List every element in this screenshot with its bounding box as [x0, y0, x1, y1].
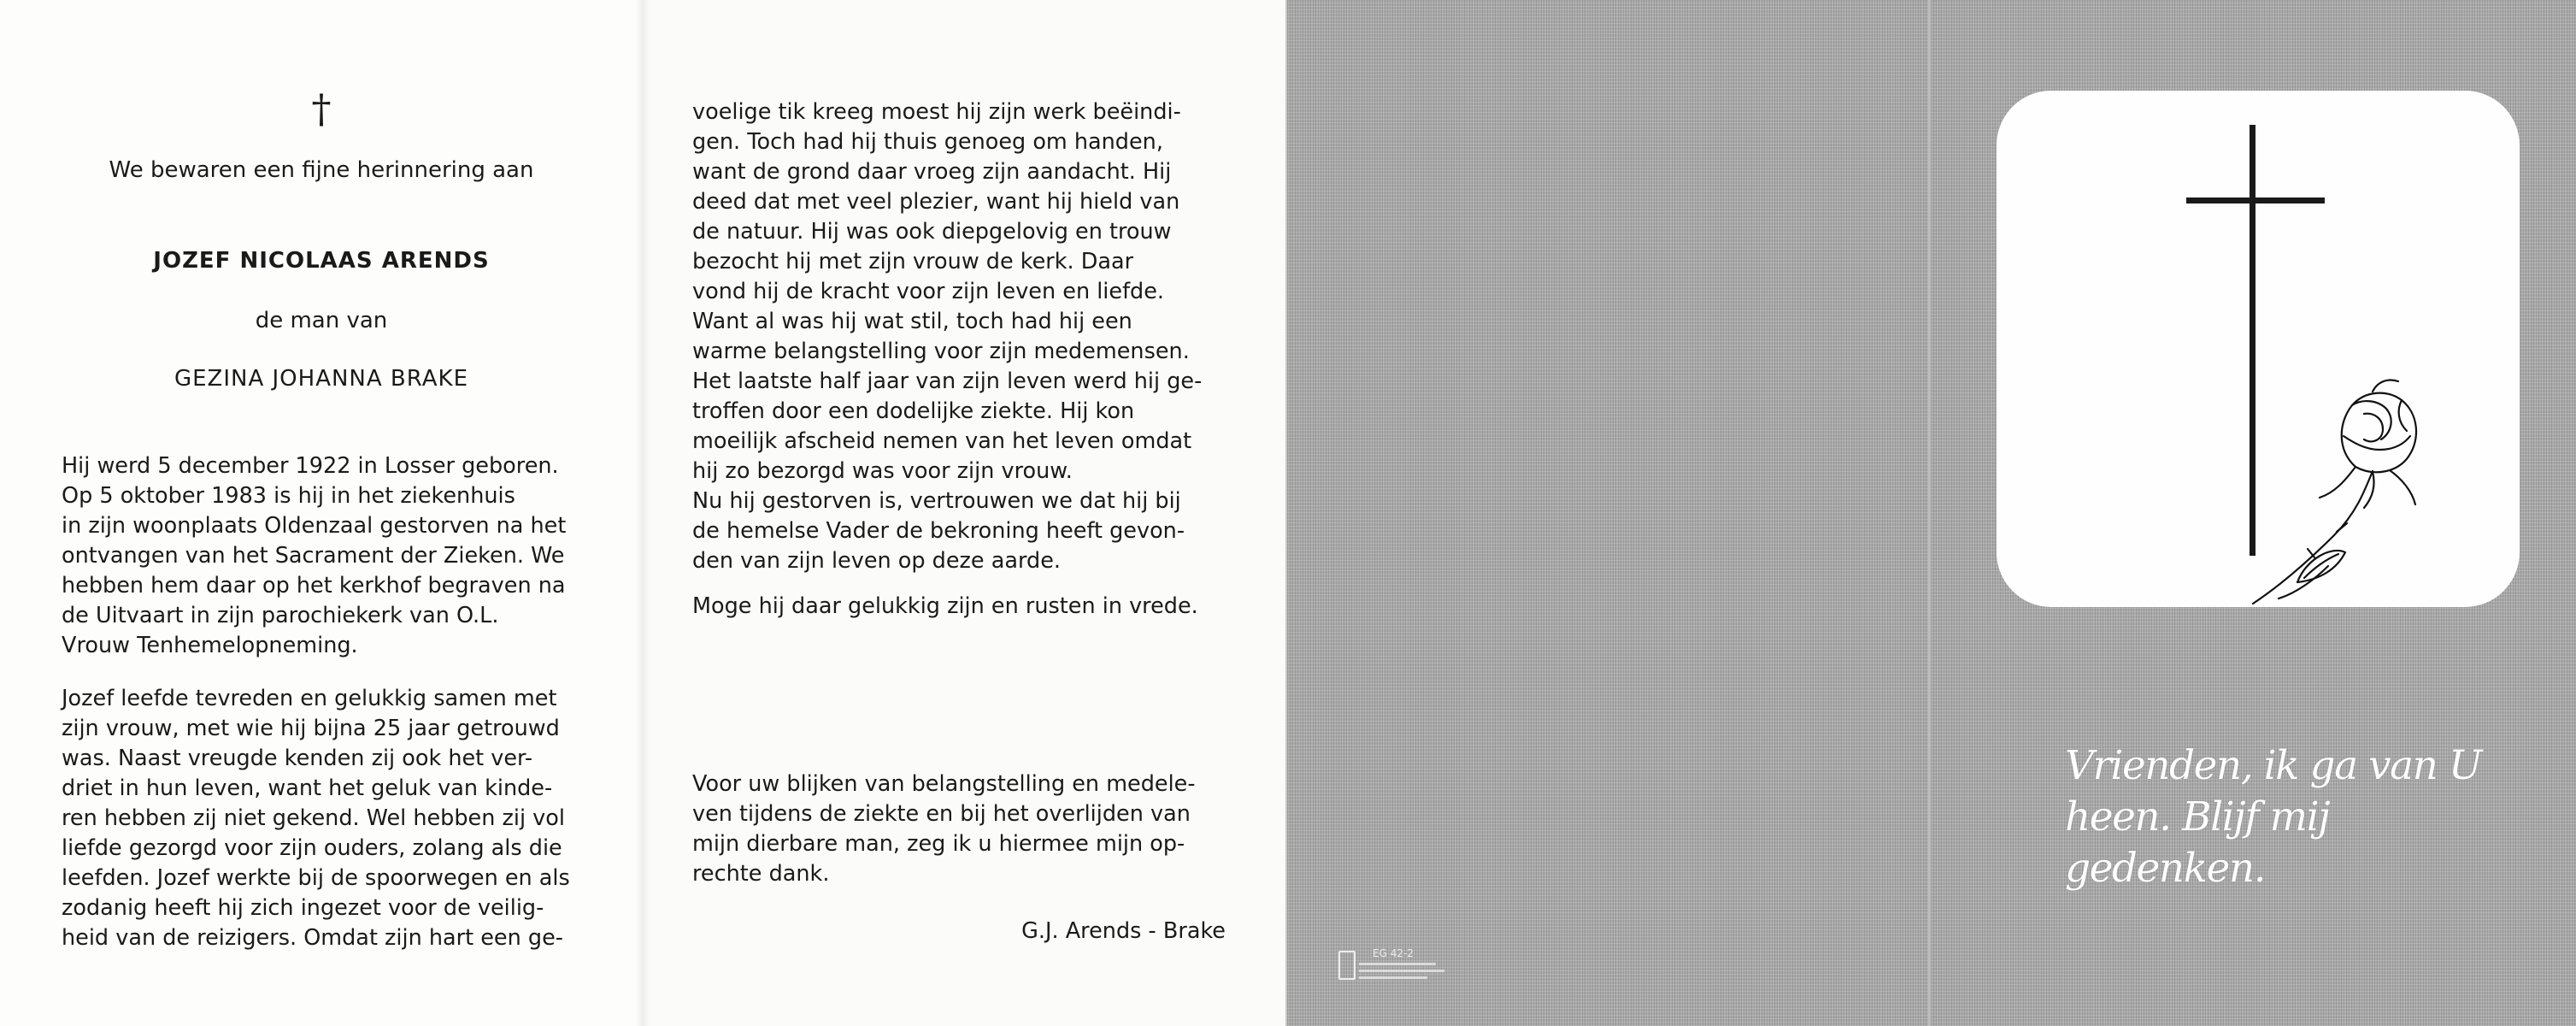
- cross-panel: [1997, 91, 2520, 607]
- signature: G.J. Arends - Brake: [1021, 918, 1226, 944]
- cross-symbol: †: [311, 86, 332, 132]
- cross-with-rose-illustration: [1997, 91, 2520, 607]
- intro-line: We bewaren een fijne herinnering aan: [109, 157, 534, 183]
- spouse-name: GEZINA JOHANNA BRAKE: [173, 366, 469, 392]
- publisher-code: EG 42-2: [1373, 947, 1414, 959]
- center-fold: [636, 0, 650, 1026]
- publisher-logo-icon: [1338, 951, 1356, 980]
- cover-quote: Vrienden, ik ga van U heen. Blijf mij gedenken.: [2065, 742, 2481, 892]
- publisher-line: [1359, 970, 1444, 972]
- publisher-line: [1359, 963, 1436, 965]
- biography-paragraph-2: Jozef leefde tevreden en gelukkig samen met zijn vrouw, met wie hij bijna 25 jaar getrouwd was. Naast vreugde kenden zij ook het ver- driet in hun leven, want het geluk van kinde- ren hebben zij niet gekend. Wel hebben zij vol liefde gezorgd voor zijn ouders, zolang als die leefden. Jozef werkte bij de spoorwegen en als zodanig heeft hij zich ingezet voor de veilig- heid van de reizigers. Omdat zijn hart een ge-: [62, 686, 570, 951]
- publisher-line: [1359, 976, 1427, 979]
- thanks-paragraph: Voor uw blijken van belangstelling en medele- ven tijdens de ziekte en bij het overlijden van mijn dierbare man, zeg ik u hiermee mijn op- rechte dank.: [692, 771, 1196, 887]
- biography-paragraph-3: voelige tik kreeg moest hij zijn werk beëindi- gen. Toch had hij thuis genoeg om handen, want de grond daar vroeg zijn aandacht. Hij deed dat met veel plezier, want hij hield van de natuur. Hij was ook diepgelovig en trouw bezocht hij met zijn vrouw de kerk. Daar vond hij de kracht voor zijn leven en liefde. Want al was hij wat stil, toch had hij een warme belangstelling voor zijn medemensen. Het laatste half jaar van zijn leven werd hij ge- troffen door een dodelijke ziekte. Hij kon moeilijk afscheid nemen van het leven omdat hij zo bezorgd was voor zijn vrouw. Nu hij gestorven is, vertrouwen we dat hij bij de hemelse Vader de bekroning heeft gevon- den van zijn leven op deze aarde.: [692, 99, 1203, 574]
- cross-icon: [2186, 125, 2325, 556]
- biography-paragraph-1: Hij werd 5 december 1922 in Losser geboren. Op 5 oktober 1983 is hij in het ziekenhuis in zijn woonplaats Oldenzaal gestorven na het ontvangen van het Sacrament der Zieken. We hebben hem daar op het kerkhof begraven na de Uitvaart in zijn parochiekerk van O.L. Vrouw Tenhemelopneming.: [62, 453, 567, 658]
- publisher-mark: [1338, 947, 1450, 983]
- back-cover: [1285, 0, 1928, 1026]
- rose-icon: [2253, 380, 2416, 604]
- deceased-name: JOZEF NICOLAAS ARENDS: [153, 248, 490, 274]
- closing-line: Moge hij daar gelukkig zijn en rusten in vrede.: [692, 593, 1198, 619]
- relation-line: de man van: [255, 308, 388, 333]
- inner-left-page: [0, 0, 643, 1026]
